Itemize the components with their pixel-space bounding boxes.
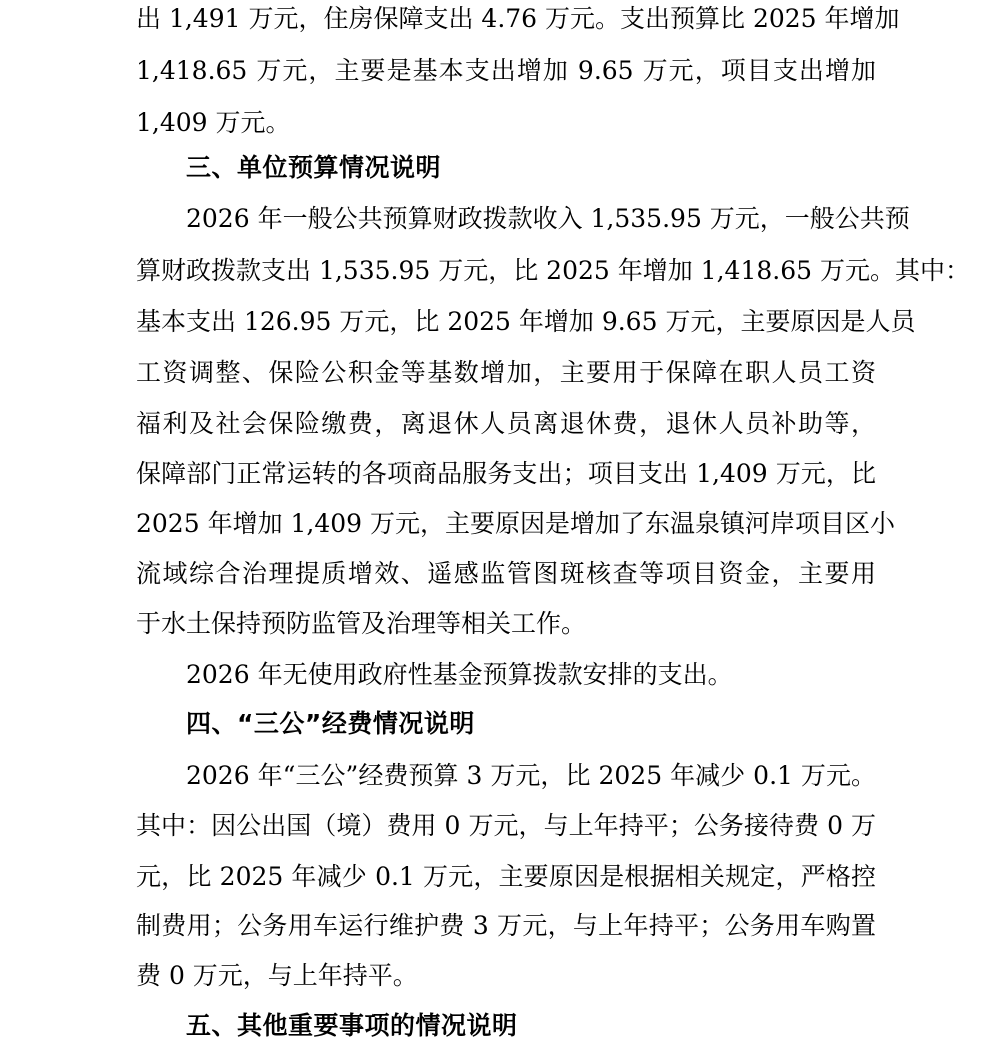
section-heading: 三、单位预算情况说明 <box>186 153 442 182</box>
body-text-line: 保障部门正常运转的各项商品服务支出；项目支出 1,409 万元，比 <box>136 459 876 488</box>
section-heading: 五、其他重要事项的情况说明 <box>186 1011 518 1040</box>
body-text-line: 费 0 万元，与上年持平。 <box>136 961 418 990</box>
body-text-line: 1,418.65 万元，主要是基本支出增加 9.65 万元，项目支出增加 <box>136 56 876 85</box>
body-text-line: 元，比 2025 年减少 0.1 万元，主要原因是根据相关规定，严格控 <box>136 862 876 891</box>
body-text-line: 基本支出 126.95 万元，比 2025 年增加 9.65 万元，主要原因是人员 <box>136 307 916 336</box>
body-text-line: 算财政拨款支出 1,535.95 万元，比 2025 年增加 1,418.65 万元。其中： <box>136 256 970 285</box>
body-text-line: 2025 年增加 1,409 万元，主要原因是增加了东温泉镇河岸项目区小 <box>136 509 896 538</box>
body-text-line: 出 1,491 万元，住房保障支出 4.76 万元。支出预算比 2025 年增加 <box>136 4 900 33</box>
body-text-line: 2026 年一般公共预算财政拨款收入 1,535.95 万元，一般公共预 <box>186 204 910 233</box>
body-text-line: 福利及社会保险缴费，离退休人员离退休费，退休人员补助等， <box>136 409 876 438</box>
body-text-line: 工资调整、保险公积金等基数增加，主要用于保障在职人员工资 <box>136 358 876 387</box>
body-text-line: 2026 年“三公”经费预算 3 万元，比 2025 年减少 0.1 万元。 <box>186 761 876 790</box>
section-heading: 四、“三公”经费情况说明 <box>186 709 475 738</box>
body-text-line: 于水土保持预防监管及治理等相关工作。 <box>136 609 587 638</box>
body-text-line: 其中：因公出国（境）费用 0 万元，与上年持平；公务接待费 0 万 <box>136 811 876 840</box>
body-text-line: 制费用；公务用车运行维护费 3 万元，与上年持平；公务用车购置 <box>136 911 876 940</box>
body-text-line: 1,409 万元。 <box>136 108 291 137</box>
body-text-line: 2026 年无使用政府性基金预算拨款安排的支出。 <box>186 660 733 689</box>
body-text-line: 流域综合治理提质增效、遥感监管图斑核查等项目资金，主要用 <box>136 559 876 588</box>
